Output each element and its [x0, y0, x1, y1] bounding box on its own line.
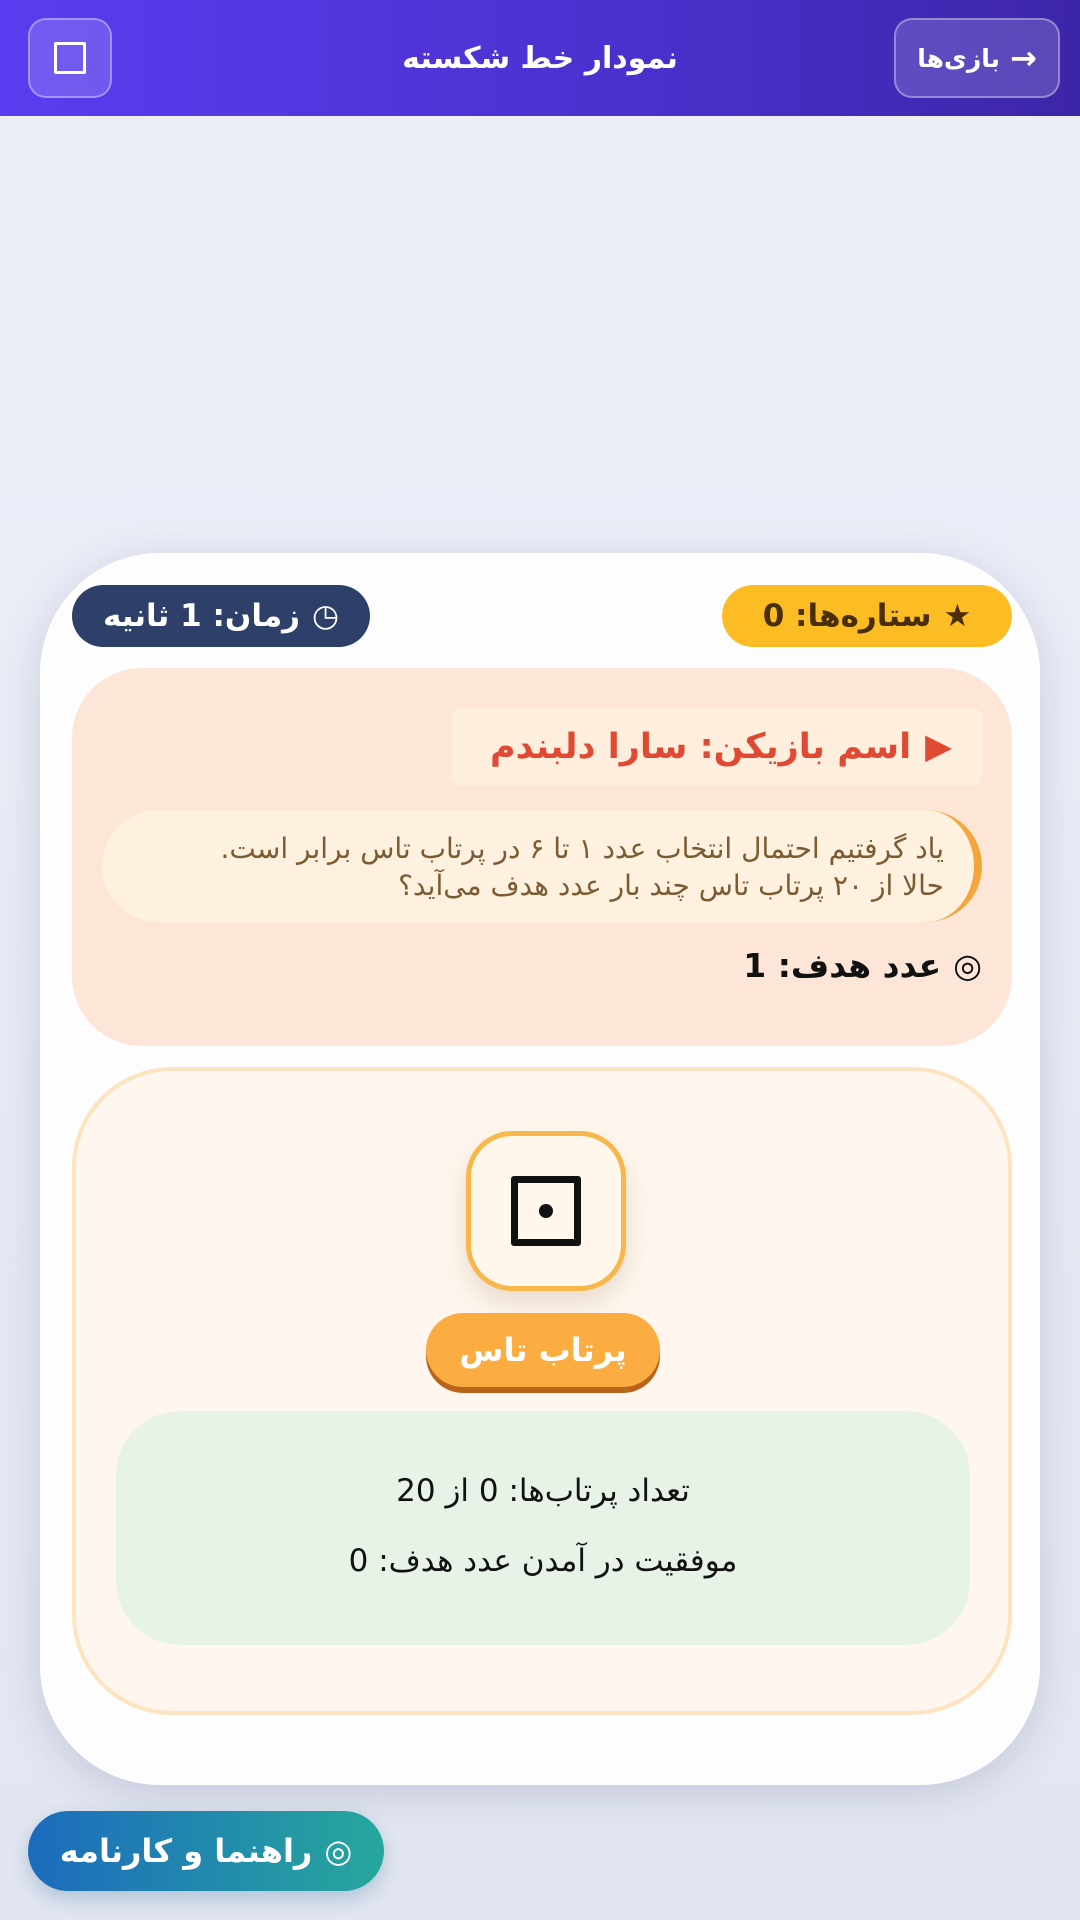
- app-header: [0, 0, 1080, 116]
- target-icon: ◎: [324, 1832, 353, 1870]
- arrow-right-icon: →: [1010, 39, 1037, 77]
- star-icon: ★: [943, 598, 972, 634]
- fullscreen-button[interactable]: [28, 18, 112, 98]
- success-count: موفقیت در آمدن عدد هدف: 0: [348, 1543, 738, 1579]
- throws-count: تعداد پرتاب‌ها: 0 از 20: [396, 1473, 690, 1509]
- play-icon: ▶: [925, 727, 952, 767]
- clock-icon: ◷: [312, 598, 340, 634]
- target-number: [743, 946, 982, 985]
- dice-panel: [72, 1067, 1012, 1715]
- roll-dice-button[interactable]: پرتاب تاس: [426, 1313, 660, 1387]
- instructions-line-2: حالا از ۲۰ پرتاب تاس چند بار عدد هدف می‌آید؟: [398, 869, 944, 902]
- results-panel: [116, 1411, 970, 1645]
- help-button-label: راهنما و کارنامه: [59, 1832, 313, 1870]
- player-name: [452, 708, 982, 786]
- target-icon: ◎: [953, 946, 982, 985]
- info-panel: [72, 668, 1012, 1046]
- back-button-label: بازی‌ها: [917, 43, 1000, 73]
- back-to-games-button[interactable]: [894, 18, 1060, 98]
- game-card: [40, 553, 1040, 1785]
- instructions-line-1: یاد گرفتیم احتمال انتخاب عدد ۱ تا ۶ در پرتاب تاس برابر است.: [220, 832, 944, 865]
- dice-pip: [539, 1204, 553, 1218]
- page-title: نمودار خط شکسته: [402, 40, 678, 76]
- stars-badge: [722, 585, 1012, 647]
- target-label: عدد هدف: 1: [743, 946, 942, 985]
- instructions-text: [102, 810, 982, 922]
- dice[interactable]: [466, 1131, 626, 1291]
- dice-face-one-icon: [511, 1176, 581, 1246]
- timer-badge: [72, 585, 370, 647]
- timer-label: زمان: 1 ثانیه: [102, 598, 301, 634]
- stars-label: ستاره‌ها: 0: [762, 598, 932, 634]
- player-name-label: اسم بازیکن: سارا دلبندم: [489, 727, 912, 767]
- square-icon: [54, 42, 86, 74]
- help-and-report-button[interactable]: [28, 1811, 384, 1891]
